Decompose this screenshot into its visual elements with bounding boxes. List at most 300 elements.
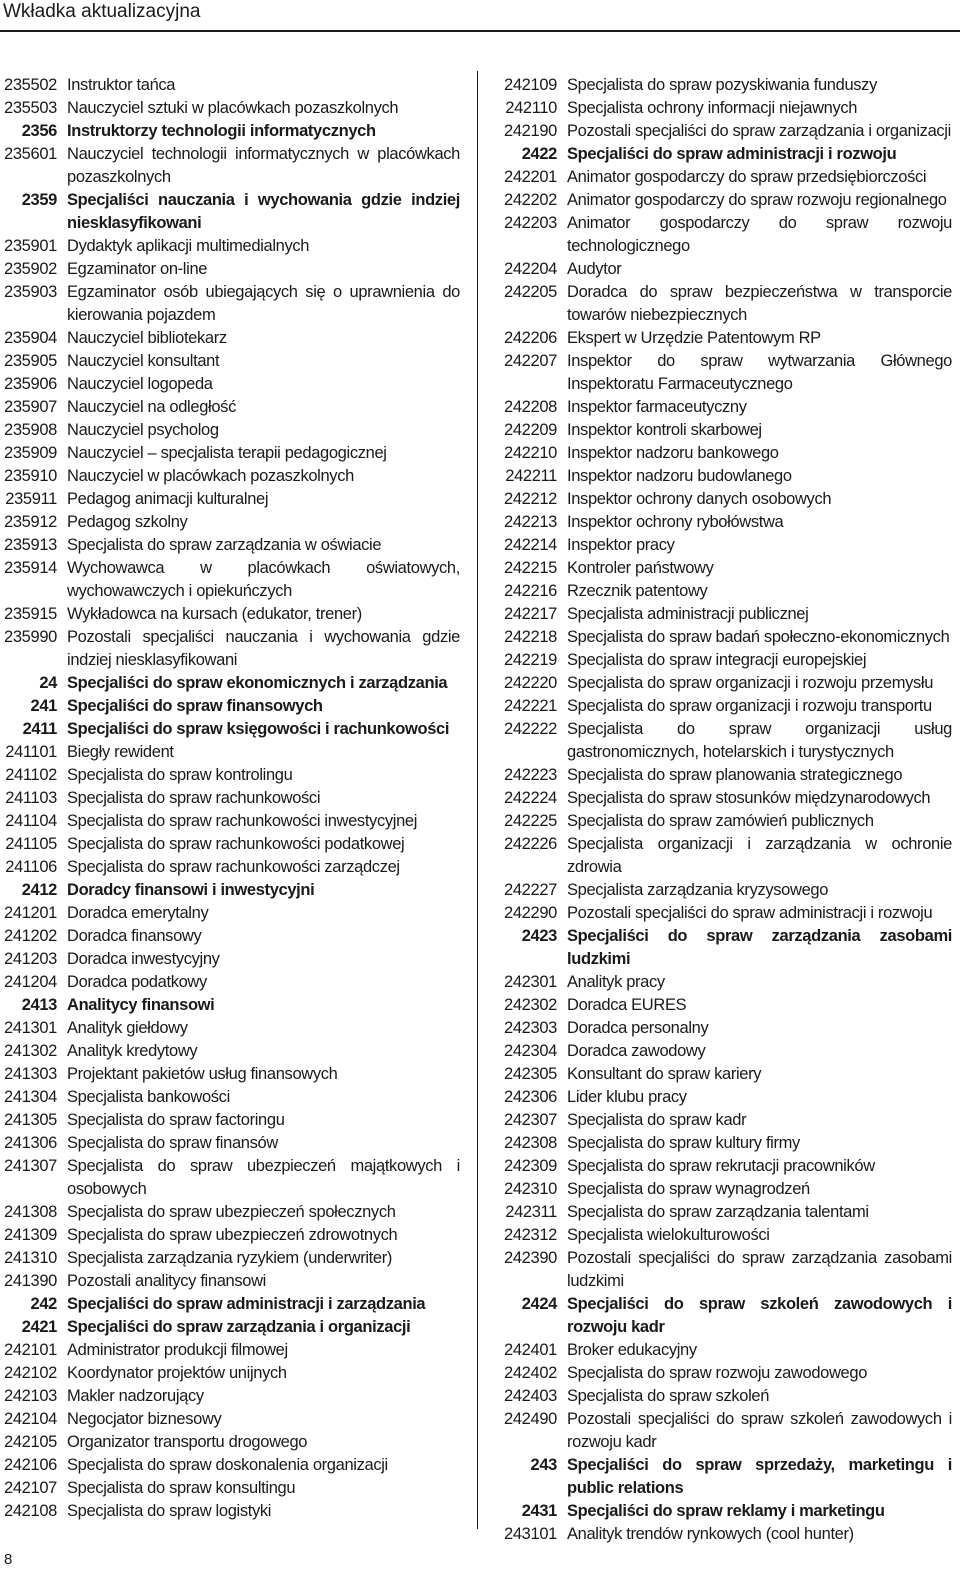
occupation-entry [0,281,460,327]
entry-label: Specjaliści do spraw administracji i rozwoju [567,145,897,163]
entry-label: Analityk trendów rynkowych (cool hunter) [567,1525,854,1543]
entry-label: Specjaliści do spraw finansowych [67,697,323,715]
entry-label: Specjalista do spraw organizacji i rozwoju przemysłu [567,674,934,692]
occupation-entry [500,534,952,557]
entry-label: Doradca zawodowy [567,1042,706,1060]
occupation-entry [0,1063,460,1086]
occupation-entry [0,1224,460,1247]
entry-label: Specjalista do spraw integracji europejskiej [567,651,867,669]
occupation-entry [0,1477,460,1500]
group-heading [0,718,460,741]
entry-code: 241203 [4,950,57,968]
entry-code: 242217 [504,605,557,623]
entry-code: 2431 [521,1502,557,1520]
entry-code: 242101 [4,1341,57,1359]
entry-label: Animator gospodarczy do spraw przedsiębiorczości [567,168,927,186]
entry-code: 235910 [4,467,57,485]
occupation-entry [0,1247,460,1270]
entry-code: 235915 [4,605,57,623]
occupation-entry [500,258,952,281]
left-column [0,74,460,1523]
entry-label: Doradca inwestycyjny [67,950,220,968]
entry-label: Pozostali specjaliści nauczania i wychowania gdzie indziej niesklasyfikowani [67,628,460,669]
occupation-entry [0,235,460,258]
entry-code: 2424 [521,1295,557,1313]
occupation-entry [500,419,952,442]
entry-code: 241102 [5,766,57,784]
entry-code: 241309 [4,1226,57,1244]
entry-code: 242105 [4,1433,57,1451]
group-heading [500,1454,952,1500]
occupation-entry [500,350,952,396]
entry-code: 242208 [504,398,557,416]
occupation-entry [0,97,460,120]
entry-code: 242222 [504,720,557,738]
entry-label: Inspektor ochrony rybołówstwa [567,513,784,531]
entry-code: 242218 [504,628,557,646]
entry-label: Specjalista do spraw rozwoju zawodowego [567,1364,868,1382]
occupation-entry [500,1086,952,1109]
header-rule [0,30,960,32]
entry-label: Audytor [567,260,622,278]
entry-code: 242304 [504,1042,557,1060]
entry-label: Inspektor pracy [567,536,675,554]
entry-label: Nauczyciel – specjalista terapii pedagogicznej [67,444,387,462]
occupation-entry [500,649,952,672]
entry-label: Specjalista do spraw rachunkowości zarządczej [67,858,400,876]
occupation-entry [500,833,952,879]
occupation-entry [0,258,460,281]
entry-label: Specjaliści do spraw zarządzania i organizacji [67,1318,411,1336]
occupation-entry [500,971,952,994]
occupation-entry [500,97,952,120]
entry-code: 241201 [4,904,57,922]
entry-label: Specjaliści do spraw szkoleń zawodowych i rozwoju kadr [567,1295,952,1336]
entry-label: Pozostali specjaliści do spraw szkoleń zawodowych i rozwoju kadr [567,1410,952,1451]
entry-label: Specjalista do spraw zarządzania talentami [567,1203,869,1221]
occupation-entry [0,557,460,603]
entry-label: Inspektor nadzoru budowlanego [567,467,792,485]
entry-code: 242311 [505,1203,557,1221]
occupation-entry [0,1017,460,1040]
entry-label: Projektant pakietów usług finansowych [67,1065,338,1083]
entry-code: 242390 [504,1249,557,1267]
entry-label: Analitycy finansowi [67,996,215,1014]
entry-label: Dydaktyk aplikacji multimedialnych [67,237,310,255]
group-heading [0,120,460,143]
entry-code: 242104 [4,1410,57,1428]
entry-code: 242402 [504,1364,557,1382]
entry-code: 242220 [504,674,557,692]
entry-label: Egzaminator on-line [67,260,208,278]
entry-code: 242210 [504,444,557,462]
entry-label: Specjalista zarządzania kryzysowego [567,881,829,899]
entry-code: 241103 [5,789,57,807]
entry-code: 235502 [4,76,57,94]
entry-label: Specjalista do spraw badań społeczno-ekonomicznych [567,628,950,646]
entry-code: 242490 [504,1410,557,1428]
entry-label: Nauczyciel psycholog [67,421,219,439]
entry-code: 235990 [4,628,57,646]
occupation-entry [0,143,460,189]
entry-label: Specjalista do spraw organizacji usług gastronomicznych, hotelarskich i turystycznych [567,720,952,761]
occupation-entry [500,1201,952,1224]
occupation-entry [0,1408,460,1431]
group-heading [0,1293,460,1316]
entry-code: 242224 [504,789,557,807]
entry-code: 242211 [505,467,557,485]
occupation-entry [500,1224,952,1247]
entry-code: 241 [30,697,57,715]
occupation-entry [500,511,952,534]
entry-code: 242201 [504,168,557,186]
entry-label: Nauczyciel na odległość [67,398,236,416]
entry-label: Doradcy finansowi i inwestycyjni [67,881,315,899]
entry-code: 235914 [4,559,57,577]
entry-code: 235912 [4,513,57,531]
occupation-entry [0,511,460,534]
entry-code: 243101 [504,1525,557,1543]
occupation-entry [0,787,460,810]
entry-code: 2356 [21,122,57,140]
occupation-entry [500,902,952,925]
occupation-entry [500,74,952,97]
entry-code: 24 [39,674,57,692]
entry-label: Wychowawca w placówkach oświatowych, wychowawczych i opiekuńczych [67,559,460,600]
entry-code: 242 [30,1295,57,1313]
entry-label: Nauczyciel w placówkach pozaszkolnych [67,467,354,485]
entry-code: 242302 [504,996,557,1014]
occupation-entry [0,1086,460,1109]
entry-label: Ekspert w Urzędzie Patentowym RP [567,329,821,347]
entry-label: Specjalista do spraw logistyki [67,1502,272,1520]
entry-label: Pozostali specjaliści do spraw zarządzania i organizacji [567,122,951,140]
entry-label: Specjaliści do spraw ekonomicznych i zarządzania [67,674,448,692]
occupation-entry [0,1132,460,1155]
entry-label: Nauczyciel sztuki w placówkach pozaszkolnych [67,99,399,117]
entry-code: 235902 [4,260,57,278]
occupation-entry [0,948,460,971]
entry-label: Specjalista do spraw factoringu [67,1111,285,1129]
entry-label: Negocjator biznesowy [67,1410,222,1428]
occupation-entry [0,1339,460,1362]
occupation-entry [0,902,460,925]
entry-label: Specjalista do spraw doskonalenia organizacji [67,1456,388,1474]
entry-label: Instruktorzy technologii informatycznych [67,122,376,140]
occupation-entry [500,1109,952,1132]
entry-label: Specjalista do spraw ubezpieczeń społecznych [67,1203,396,1221]
entry-code: 241305 [4,1111,57,1129]
entry-label: Pozostali specjaliści do spraw administracji i rozwoju [567,904,933,922]
entry-label: Rzecznik patentowy [567,582,708,600]
entry-code: 241308 [4,1203,57,1221]
entry-code: 241306 [4,1134,57,1152]
occupation-entry [500,189,952,212]
occupation-entry [0,1109,460,1132]
occupation-entry [500,1132,952,1155]
occupation-entry [0,74,460,97]
occupation-entry [0,350,460,373]
entry-label: Specjalista do spraw zarządzania w oświacie [67,536,382,554]
entry-code: 242106 [4,1456,57,1474]
entry-code: 241301 [4,1019,57,1037]
entry-label: Kontroler państwowy [567,559,714,577]
occupation-entry [0,488,460,511]
occupation-entry [500,603,952,626]
occupation-entry [500,787,952,810]
entry-code: 235908 [4,421,57,439]
entry-label: Wykładowca na kursach (edukator, trener) [67,605,362,623]
occupation-entry [500,994,952,1017]
entry-code: 242202 [504,191,557,209]
entry-code: 242290 [504,904,557,922]
entry-label: Specjalista do spraw pozyskiwania funduszy [567,76,877,94]
entry-code: 242205 [504,283,557,301]
entry-code: 242307 [504,1111,557,1129]
occupation-entry [0,327,460,350]
occupation-entry [500,488,952,511]
entry-code: 242403 [504,1387,557,1405]
entry-label: Doradca finansowy [67,927,202,945]
entry-code: 2359 [21,191,57,209]
occupation-entry [500,557,952,580]
occupation-entry [0,534,460,557]
entry-code: 242204 [504,260,557,278]
occupation-entry [500,580,952,603]
group-heading [500,143,952,166]
entry-code: 241202 [4,927,57,945]
entry-label: Egzaminator osób ubiegających się o uprawnienia do kierowania pojazdem [67,283,460,324]
occupation-entry [0,396,460,419]
entry-label: Specjalista wielokulturowości [567,1226,770,1244]
entry-code: 241101 [5,743,57,761]
entry-code: 2423 [521,927,557,945]
entry-label: Doradca EURES [567,996,687,1014]
occupation-entry [0,1362,460,1385]
entry-label: Specjalista do spraw szkoleń [567,1387,770,1405]
occupation-entry [0,1431,460,1454]
entry-code: 235911 [5,490,57,508]
occupation-entry [500,327,952,350]
page-number: 8 [4,1551,13,1568]
entry-label: Pedagog animacji kulturalnej [67,490,269,508]
entry-label: Lider klubu pracy [567,1088,687,1106]
entry-label: Specjalista do spraw planowania strategicznego [567,766,903,784]
occupation-entry [0,741,460,764]
entry-code: 241302 [4,1042,57,1060]
occupation-entry [500,626,952,649]
entry-label: Koordynator projektów unijnych [67,1364,287,1382]
occupation-entry [0,465,460,488]
occupation-entry [500,1247,952,1293]
entry-code: 2422 [521,145,557,163]
entry-code: 235503 [4,99,57,117]
occupation-entry [500,718,952,764]
header-title: Wkładka aktualizacyjna [3,1,201,22]
entry-code: 235901 [4,237,57,255]
entry-code: 235903 [4,283,57,301]
entry-code: 242221 [504,697,557,715]
entry-code: 242401 [504,1341,557,1359]
entry-code: 241307 [4,1157,57,1175]
entry-code: 242216 [504,582,557,600]
entry-label: Specjalista do spraw rachunkowości podatkowej [67,835,405,853]
entry-label: Specjalista do spraw kontrolingu [67,766,293,784]
occupation-entry [0,373,460,396]
entry-code: 241104 [5,812,57,830]
entry-label: Inspektor farmaceutyczny [567,398,747,416]
occupation-entry [500,120,952,143]
entry-label: Doradca personalny [567,1019,709,1037]
entry-code: 2412 [21,881,57,899]
entry-code: 242213 [504,513,557,531]
entry-code: 242306 [504,1088,557,1106]
occupation-entry [500,810,952,833]
group-heading [0,695,460,718]
entry-code: 242209 [504,421,557,439]
entry-code: 241204 [4,973,57,991]
entry-code: 242108 [4,1502,57,1520]
occupation-entry [0,833,460,856]
entry-code: 242312 [504,1226,557,1244]
occupation-entry [500,879,952,902]
entry-label: Administrator produkcji filmowej [67,1341,288,1359]
entry-label: Specjalista do spraw ubezpieczeń majątkowych i osobowych [67,1157,460,1198]
occupation-entry [500,1178,952,1201]
entry-code: 242301 [504,973,557,991]
entry-code: 241390 [4,1272,57,1290]
entry-code: 243 [530,1456,557,1474]
right-column [500,74,952,1546]
occupation-entry [0,626,460,672]
occupation-entry [0,856,460,879]
entry-code: 242223 [504,766,557,784]
occupation-entry [500,1017,952,1040]
entry-label: Specjalista do spraw rachunkowości [67,789,321,807]
entry-code: 235904 [4,329,57,347]
entry-code: 242203 [504,214,557,232]
entry-code: 241304 [4,1088,57,1106]
occupation-entry [0,603,460,626]
page-header [0,0,960,30]
occupation-entry [500,1408,952,1454]
entry-label: Organizator transportu drogowego [67,1433,308,1451]
entry-code: 242207 [504,352,557,370]
occupation-entry [500,1063,952,1086]
entry-code: 242206 [504,329,557,347]
entry-code: 242219 [504,651,557,669]
entry-label: Specjalista do spraw ubezpieczeń zdrowotnych [67,1226,398,1244]
occupation-entry [500,695,952,718]
entry-label: Specjaliści do spraw administracji i zarządzania [67,1295,426,1313]
occupation-entry [500,1385,952,1408]
entry-label: Specjalista do spraw finansów [67,1134,278,1152]
entry-label: Specjalista administracji publicznej [567,605,809,623]
group-heading [0,994,460,1017]
entry-code: 241106 [5,858,57,876]
group-heading [500,1500,952,1523]
entry-code: 235913 [4,536,57,554]
occupation-entry [500,442,952,465]
entry-code: 242225 [504,812,557,830]
entry-label: Specjalista ochrony informacji niejawnych [567,99,858,117]
entry-label: Specjalista do spraw stosunków międzynarodowych [567,789,931,807]
entry-label: Instruktor tańca [67,76,176,94]
occupation-entry [500,1040,952,1063]
entry-code: 241310 [4,1249,57,1267]
entry-code: 242305 [504,1065,557,1083]
entry-label: Specjalista organizacji i zarządzania w ochronie zdrowia [567,835,952,876]
entry-code: 2421 [21,1318,57,1336]
entry-label: Specjalista bankowości [67,1088,230,1106]
entry-code: 241303 [4,1065,57,1083]
entry-code: 2411 [22,720,57,738]
occupation-entry [0,1454,460,1477]
entry-label: Analityk kredytowy [67,1042,198,1060]
entry-code: 235907 [4,398,57,416]
entry-label: Nauczyciel logopeda [67,375,213,393]
group-heading [0,189,460,235]
occupation-entry [500,1362,952,1385]
entry-code: 242303 [504,1019,557,1037]
entry-label: Specjaliści nauczania i wychowania gdzie indziej niesklasyfikowani [67,191,460,232]
entry-label: Nauczyciel konsultant [67,352,220,370]
entry-label: Pozostali analitycy finansowi [67,1272,266,1290]
entry-label: Doradca emerytalny [67,904,209,922]
occupation-entry [500,281,952,327]
entry-code: 235909 [4,444,57,462]
entry-label: Doradca do spraw bezpieczeństwa w transporcie towarów niebezpiecznych [567,283,952,324]
occupation-entry [500,764,952,787]
occupation-entry [500,1523,952,1546]
occupation-entry [0,419,460,442]
entry-code: 242212 [504,490,557,508]
occupation-entry [500,166,952,189]
group-heading [0,672,460,695]
entry-code: 242310 [504,1180,557,1198]
entry-code: 235905 [4,352,57,370]
occupation-entry [0,1500,460,1523]
occupation-entry [0,1201,460,1224]
entry-label: Animator gospodarczy do spraw rozwoju technologicznego [567,214,952,255]
entry-label: Specjaliści do spraw zarządzania zasobami ludzkimi [567,927,952,968]
entry-code: 241105 [5,835,57,853]
occupation-entry [500,672,952,695]
entry-label: Specjalista zarządzania ryzykiem (underwriter) [67,1249,393,1267]
group-heading [0,1316,460,1339]
entry-label: Biegły rewident [67,743,174,761]
group-heading [500,1293,952,1339]
entry-code: 242190 [504,122,557,140]
entry-label: Specjaliści do spraw sprzedaży, marketingu i public relations [567,1456,952,1497]
column-divider [477,71,478,1529]
entry-label: Specjalista do spraw wynagrodzeń [567,1180,810,1198]
entry-code: 242226 [504,835,557,853]
entry-code: 242215 [504,559,557,577]
entry-code: 242309 [504,1157,557,1175]
entry-code: 242102 [4,1364,57,1382]
entry-label: Inspektor do spraw wytwarzania Głównego Inspektoratu Farmaceutycznego [567,352,952,393]
entry-label: Inspektor nadzoru bankowego [567,444,779,462]
entry-label: Analityk pracy [567,973,665,991]
entry-label: Analityk giełdowy [67,1019,188,1037]
occupation-entry [0,1155,460,1201]
entry-label: Pedagog szkolny [67,513,188,531]
entry-label: Specjalista do spraw kultury firmy [567,1134,800,1152]
occupation-entry [500,396,952,419]
occupation-entry [500,1339,952,1362]
entry-code: 235906 [4,375,57,393]
